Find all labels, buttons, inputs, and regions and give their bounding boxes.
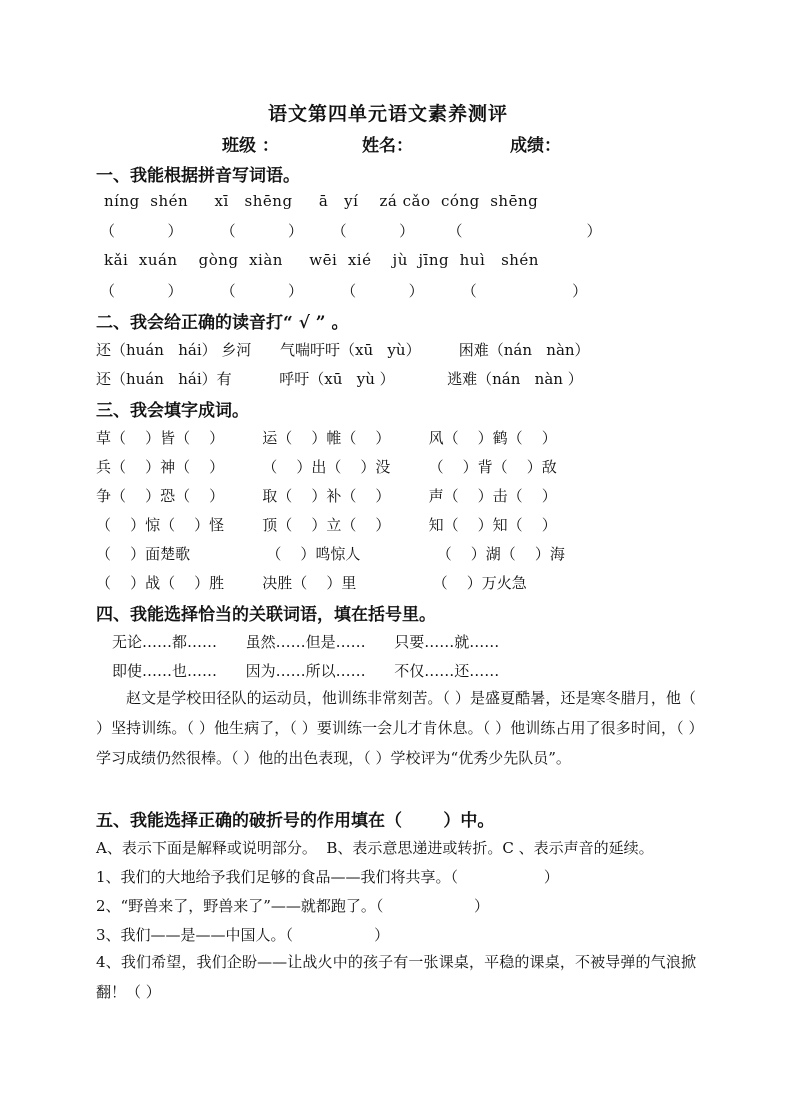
class-label: 班级 ：	[222, 136, 279, 156]
passage-paragraph[interactable]: 赵文是学校田径队的运动员，他训练非常刻苦。（ ）是盛夏酷暑，还是寒冬腊月，他（ ）坚持训练。（ ）他生病了，（ ）要训练一会儿才肯休息。（ ）他训练占用了很多时间，（ ）学习成绩仍然很棒。（ ）他的出色表现，（ ）学校评为“优秀少先队员”。	[96, 689, 696, 767]
fill-row[interactable]: （ ）战（ ）胜 决胜（ ）里 （ ）万火急	[96, 574, 527, 592]
section-1-heading: 一、我能根据拼音写词语。	[96, 166, 300, 186]
dash-options: A、表示下面是解释或说明部分。 B、表示意思递进或转折。C 、表示声音的延续。	[96, 839, 654, 857]
question-1[interactable]: 1、我们的大地给予我们足够的食品——我们将共享。（ ）	[96, 868, 559, 886]
question-3[interactable]: 3、我们——是——中国人。（ ）	[96, 926, 390, 944]
reading-row-2[interactable]: 还（huán hái）有 呼吁（xū yù ） 逃难（nán nàn ）	[96, 370, 583, 388]
section-4-heading: 四、我能选择恰当的关联词语，填在括号里。	[96, 605, 436, 625]
pinyin-row-2: kǎi xuán gòng xiàn wēi xié jù jīng huì shén	[104, 251, 539, 269]
page-title: 语文第四单元语文素养测评	[268, 103, 509, 125]
reading-row-1[interactable]: 还（huán hái） 乡河 气喘吁吁（xū yù） 困难（nán nàn）	[96, 341, 590, 359]
fill-row[interactable]: 草（ ）皆（ ） 运（ ）帷（ ） 风（ ）鹤（ ）	[96, 429, 557, 447]
fill-row[interactable]: （ ）惊（ ）怪 顶（ ）立（ ） 知（ ）知（ ）	[96, 516, 557, 534]
pinyin-row-1: níng shén xī shēng ā yí zá cǎo cóng shēng	[104, 192, 539, 210]
fill-row[interactable]: 争（ ）恐（ ） 取（ ）补（ ） 声（ ）击（ ）	[96, 487, 557, 505]
conjunction-options-1: 无论……都…… 虽然……但是…… 只要……就……	[112, 633, 500, 651]
score-label: 成绩：	[510, 136, 561, 156]
question-4[interactable]: 4、我们希望，我们企盼——让战火中的孩子有一张课桌，平稳的课桌，不被导弹的气浪掀翻！（ ）	[96, 953, 696, 1001]
name-label: 姓名：	[362, 136, 413, 156]
section-2-heading: 二、我会给正确的读音打“ √ ” 。	[96, 313, 349, 333]
question-2[interactable]: 2、“野兽来了，野兽来了”——就都跑了。（ ）	[96, 897, 489, 915]
section-3-heading: 三、我会填字成词。	[96, 401, 249, 421]
blank-row-2[interactable]: （ ） （ ） （ ） （ ）	[100, 282, 588, 300]
section-5-heading: 五、我能选择正确的破折号的作用填在（ ）中。	[96, 811, 495, 831]
fill-row[interactable]: （ ）面楚歌 （ ）鸣惊人 （ ）湖（ ）海	[96, 545, 565, 563]
blank-row-1[interactable]: （ ） （ ） （ ） （ ）	[100, 222, 602, 240]
conjunction-options-2: 即使……也…… 因为……所以…… 不仅……还……	[112, 662, 500, 680]
fill-row[interactable]: 兵（ ）神（ ） （ ）出（ ）没 （ ）背（ ）敌	[96, 458, 557, 476]
